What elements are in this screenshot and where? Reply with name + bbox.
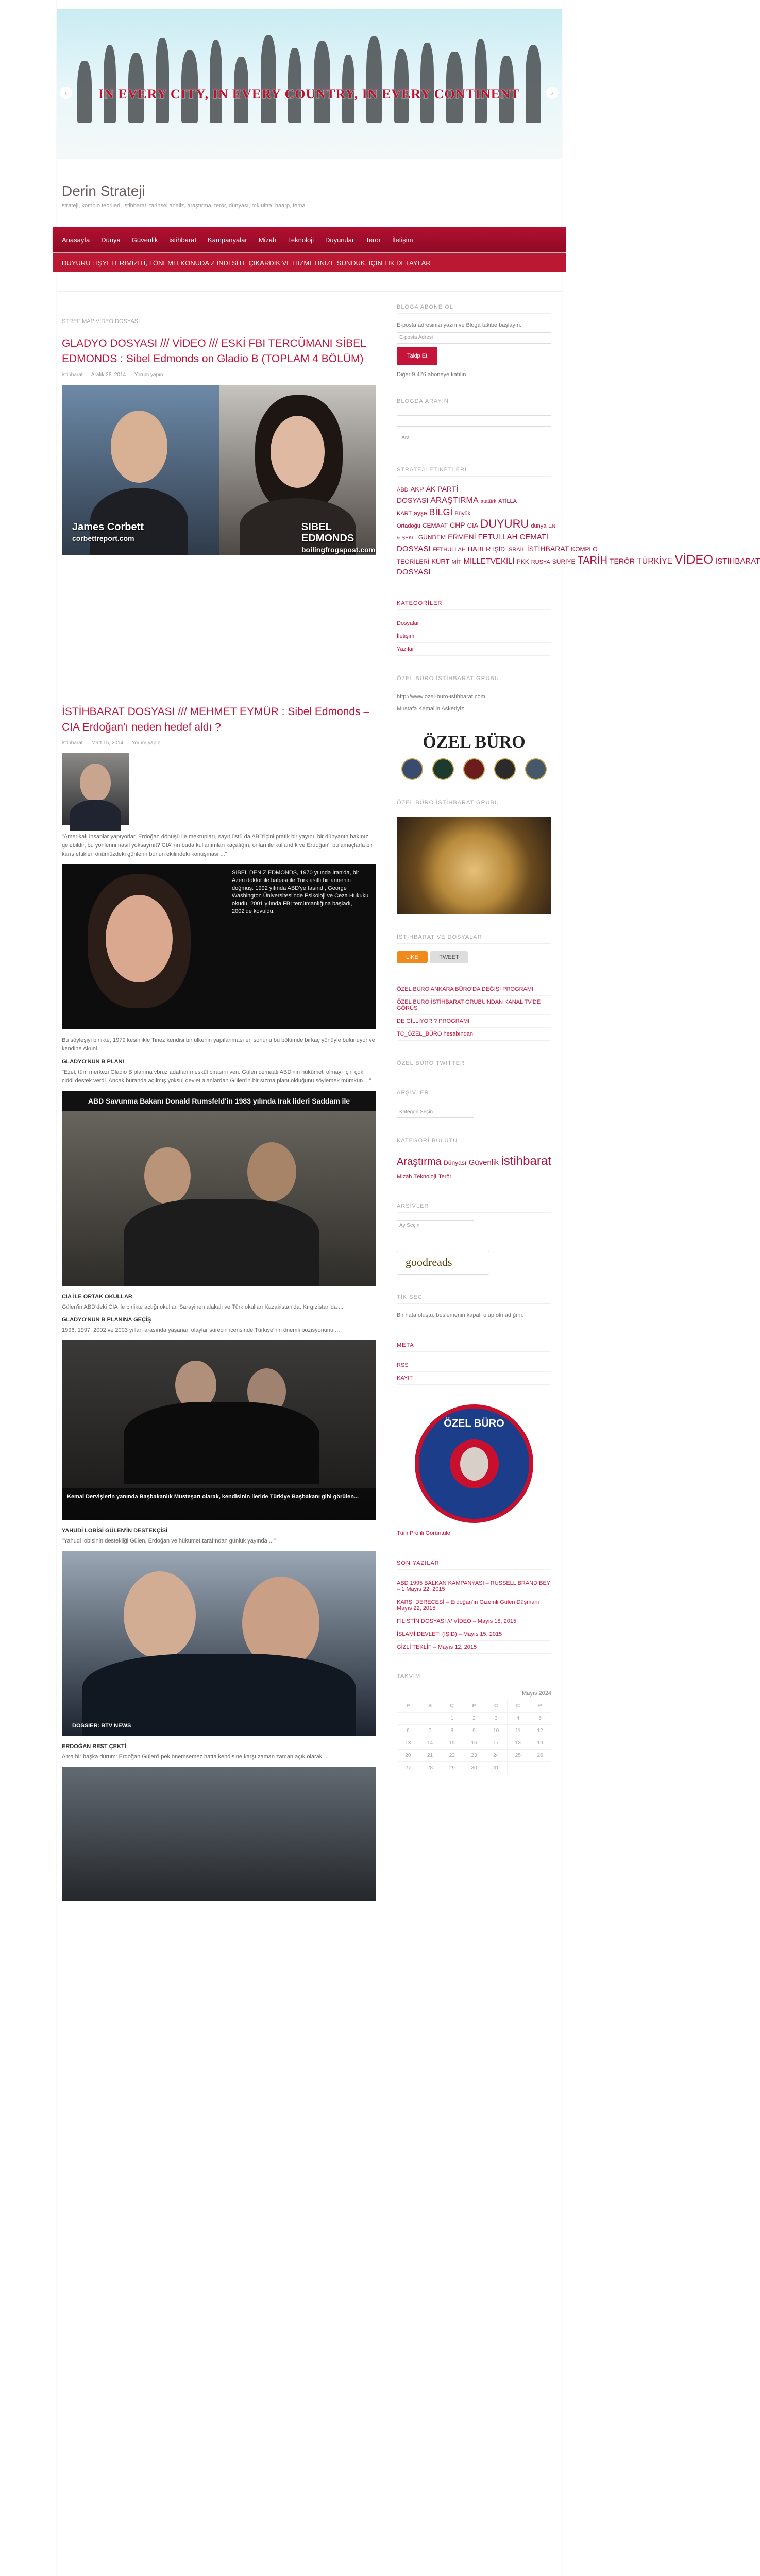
archive-select-widget: ARŞİVLER Kategori Seçin <box>397 1090 551 1118</box>
tag-link[interactable]: KOMPLO TEORİLERİ <box>397 546 598 565</box>
recent-post-link[interactable]: GİZLİ TEKLİF – Mayıs 12, 2015 <box>397 1641 551 1654</box>
recent-post-link[interactable]: ABD 1995 BALKAN KAMPANYASI – RUSSELL BRAND BEY – 1 Mayıs 22, 2015 <box>397 1577 551 1596</box>
categories-widget: KATEGORİLER Dosyalar İletişim Yazılar <box>397 597 551 656</box>
category-cloud-item[interactable]: istihbarat <box>501 1154 551 1168</box>
social-widget: İSTİHBARAT VE DOSYALAR LIKE TWEET <box>397 934 551 963</box>
category-link[interactable]: Yazılar <box>397 643 551 656</box>
ozel-buro-text-widget: ÖZEL BÜRO İSTİHBARAT GRUBU http://www.ozel-buro-istihbarat.com Mustafa Kemal'in Askeriyiz <box>397 675 551 713</box>
tag-link[interactable]: MİT <box>451 559 462 565</box>
tag-link[interactable]: HABER <box>467 545 491 553</box>
post-author[interactable]: istihbarat <box>62 740 83 746</box>
sibel-edmonds-photo <box>62 864 376 1029</box>
tag-link[interactable]: ARAŞTIRMA <box>430 496 479 505</box>
crowd-silhouettes <box>77 30 541 123</box>
meta-link[interactable]: RSS <box>397 1359 551 1372</box>
twitter-widget: ÖZEL BÜRO TWITTER <box>397 1060 551 1070</box>
recent-post-link[interactable]: KARŞI DERECESİ – Erdoğan'ın Gizemli Gülen Düşmanı Mayıs 22, 2015 <box>397 1596 551 1615</box>
recent-posts-widget: SON YAZILAR ABD 1995 BALKAN KAMPANYASI – RUSSELL BRAND BEY – 1 Mayıs 22, 2015 KARŞI DERECESİ – Erdoğan'ın Gizemli Gülen Düşmanı Mayıs 22, 2015 FİLİSTİN DOSYASI /// VİDEO – Mayıs 18, 2015 İSLAMİ DEVLETİ (IŞİD) – Mayıs 15, 2015 GİZLİ TEKLİF – Mayıs 12, 2015 <box>397 1557 551 1654</box>
tag-link[interactable]: SURİYE <box>552 558 576 565</box>
list-item[interactable]: TC_ÖZEL_BÜRO hesabından <box>397 1028 551 1041</box>
bio-text: SIBEL DENIZ EDMONDS, 1970 yılında İran'da, bir Azeri doktor ile babası ile Türk asıllı bir annenin doğmuş. 1992 yılında ABD'ye taşındı, George Washington Üniversitesi'nde Psikoloji ve Ceza Hukuku okudu. 2001 yılında FBI tercümanlığına başladı, 2002'de kovuldu. <box>232 870 369 914</box>
tag-link[interactable]: TÜRKİYE <box>637 557 673 566</box>
paragraph: Gülen'in ABD'deki CIA ile birlikte açtığı okullar, Sarayinen alakalı ve Türk okulları Kazakistan'da, Kırgızistan'da ... <box>62 1304 344 1310</box>
author-photo <box>62 753 129 825</box>
ozel-buro-heading: ÖZEL BÜRO <box>423 733 526 752</box>
post-meta <box>62 740 376 746</box>
goodreads-logo[interactable]: goodreads <box>397 1251 489 1275</box>
nav-item-kampanyalar[interactable]: Kampanyalar <box>208 236 247 244</box>
slider-prev-icon[interactable]: ‹ <box>60 87 72 99</box>
main-content <box>62 304 376 1908</box>
emblem-icon <box>432 758 454 780</box>
tag-link[interactable]: FETHULLAH <box>432 547 466 553</box>
tag-link[interactable]: PKK <box>516 558 529 565</box>
widget-title: BLOGA ABONE OL <box>397 304 551 314</box>
list-item[interactable]: ÖZEL BÜRO ANKARA BÜRO'DA DEĞİŞİ PROGRAMI <box>397 983 551 996</box>
header-banner <box>57 9 562 159</box>
section-heading: YAHUDİ LOBİSİ GÜLEN'İN DESTEKÇİSİ <box>62 1528 168 1534</box>
nav-item-anasayfa[interactable]: Anasayfa <box>62 236 90 244</box>
post-comments[interactable]: Yorum yapın <box>134 372 163 378</box>
site-title[interactable]: Derin Strateji <box>62 183 145 199</box>
video-left-caption: James Corbett corbettreport.com <box>72 521 144 543</box>
search-input[interactable] <box>397 415 551 427</box>
slider-next-icon[interactable]: › <box>546 87 559 99</box>
site-description: strateji, komplo teorileri, istihbarat, tarihsel analiz, araştırma, terör, dünyası, mk ultra, haarp, fema <box>62 202 306 209</box>
emblem-icon <box>463 758 485 780</box>
agency-emblems <box>397 758 551 780</box>
compass-image <box>397 817 551 914</box>
tag-link[interactable]: İSRAİL <box>506 547 525 553</box>
post-date[interactable]: Aralık 26, 2014 <box>91 372 126 378</box>
email-field[interactable]: E-posta Adresi <box>397 332 551 344</box>
tag-link[interactable]: BİLGİ <box>429 507 453 517</box>
nav-item-teknoloji[interactable]: Teknoloji <box>288 236 314 244</box>
emblem-icon <box>494 758 516 780</box>
category-select[interactable]: Kategori Seçin <box>397 1107 474 1118</box>
tag-link[interactable]: IŞİD <box>493 546 505 553</box>
post-author[interactable]: istihbarat <box>62 372 83 378</box>
section-heading: GLADYO'NUN B PLANI <box>62 1059 124 1065</box>
post-intro: "Amerikalı insanlar yapıyorlar, Erdoğan dönüşü ile mektupları, sayıt üstü da ABD'içini pratik bir yayını, bir dünyanın bakınız gelebildir, bu yönlerini nasıl yoksaymıt? CIA'nın buda kullanımları kaçalığın, onları ile kullandık ve Erdoğan'ı bu amaçlarla bir karış ettikleri önümüzdeki günlerin bunun ekilindeki konuşması ..." <box>62 834 373 857</box>
tweet-button[interactable]: TWEET <box>430 951 468 963</box>
tag-link[interactable]: ATİLLA KART <box>397 498 517 517</box>
erdogan-photo: DOSSIER: BTV NEWS <box>62 1551 376 1736</box>
category-cloud-widget: KATEGORİ BULUTU Araştırma Dünyası Güvenlik istihbarat Mizah Teknoloji Terör <box>397 1138 551 1180</box>
category-link[interactable]: Dosyalar <box>397 617 551 630</box>
tag-link[interactable]: KÜRT <box>431 557 450 565</box>
tag-link[interactable]: AKP <box>410 485 424 493</box>
paragraph: Ama bir başka durum: Erdoğan Gülen'i pek önemsemez hatta kendisine karşı zaman zaman açık olarak ... <box>62 1754 329 1760</box>
tag-link[interactable]: İSTİHBARAT <box>527 545 569 553</box>
tag-link[interactable]: ABD <box>397 487 409 493</box>
tag-link[interactable]: atatürk <box>480 499 497 504</box>
month-archive-widget: ARŞİVLER Ay Seçin <box>397 1203 551 1231</box>
nav-item-istihbarat[interactable]: istihbarat <box>169 236 197 244</box>
goodreads-widget <box>397 1251 551 1275</box>
section-heading: ERDOĞAN REST ÇEKTİ <box>62 1743 126 1750</box>
follow-button[interactable]: Takip Et <box>397 347 437 365</box>
tag-link[interactable]: FETULLAH CEMATİ DOSYASI <box>397 533 549 553</box>
category-link[interactable]: İletişim <box>397 630 551 643</box>
video-right-caption: SIBEL EDMONDS boilingfrogspost.com <box>301 521 376 554</box>
paragraph: 1996, 1997, 2002 ve 2003 yılları arasında yaşanan olaylar sürecin içerisinde Türkiye'nin önemli pozisyonunu ... <box>62 1327 340 1333</box>
paragraph: "Yahudi lobisinin destekliği Gülen, Erdoğan ve hükümet tarafından günlük yayında ..." <box>62 1538 276 1544</box>
like-button[interactable]: LIKE <box>397 951 428 963</box>
facebook-list-widget <box>397 983 551 1041</box>
nav-item-iletisim[interactable]: İletişim <box>392 236 413 244</box>
post-title[interactable]: İSTİHBARAT DOSYASI /// MEHMET EYMÜR : Sibel Edmonds – CIA Erdoğan'ı neden hedef aldı ? <box>62 706 370 733</box>
emblem-icon <box>525 758 547 780</box>
post-comments[interactable]: Yorum yapın <box>131 740 161 746</box>
tag-link[interactable]: TARİH <box>577 555 607 566</box>
recent-post-link[interactable]: FİLİSTİN DOSYASI /// VİDEO – Mayıs 18, 2015 <box>397 1615 551 1628</box>
announcement-ticker[interactable]: DUYURU : İŞYELERİMİZİTİ, İ ÖNEMLİ KONUDA Z İNDİ SİTE ÇIKARDIK VE HİZMETİNİZE SUNDUK, İÇİN TIK DETAYLAR <box>53 253 566 272</box>
site-wrapper <box>57 0 760 2576</box>
search-button[interactable]: Ara <box>397 433 414 444</box>
ozel-buro-badge-widget <box>397 733 551 780</box>
video-left-panel <box>62 385 219 555</box>
category-cloud-item[interactable]: Teknoloji <box>414 1174 436 1180</box>
sidebar <box>397 304 760 1794</box>
divider <box>57 291 562 292</box>
month-select[interactable]: Ay Seçin <box>397 1220 474 1231</box>
search-widget: BLOGDA ARAYIN Ara <box>397 398 551 447</box>
tag-link[interactable]: CEMAAT <box>422 522 448 529</box>
calendar-table: P S Ç P C C P 1 2 3 4 5 6 7 8 9 10 11 12 13 14 15 16 17 18 19 20 21 22 23 24 25 26 27 28 29 30 31 <box>397 1700 551 1774</box>
tag-link[interactable]: CIA <box>467 521 479 529</box>
tag-link[interactable]: TERÖR <box>610 557 635 565</box>
emblem-icon <box>401 758 423 780</box>
tag-link[interactable]: İSTİHBARAT DOSYASI <box>397 557 760 577</box>
recent-post-link[interactable]: İSLAMİ DEVLETİ (IŞİD) – Mayıs 15, 2015 <box>397 1628 551 1641</box>
tag-link[interactable]: EN & ŞEKİL <box>397 523 556 541</box>
list-item[interactable]: DE GİLLİYOR ? PROGRAMI <box>397 1015 551 1028</box>
category-cloud-item[interactable]: Mizah <box>397 1174 412 1180</box>
post-title[interactable]: GLADYO DOSYASI /// VİDEO /// ESKİ FBI TERCÜMANI SİBEL EDMONDS : Sibel Edmonds on Gladio B (TOPLAM 4 BÖLÜM) <box>62 337 366 365</box>
list-item[interactable]: ÖZEL BÜRO İSTİHBARAT GRUBU'NDAN KANAL TV'DE GÖRÜŞ <box>397 996 551 1015</box>
tag-link[interactable]: ayşe <box>414 510 427 517</box>
tag-link[interactable]: Büyük Ortadoğu <box>397 511 471 529</box>
tag-cloud-widget: STRATEJİ ETİKETLERİ ABD AKP AK PARTİ DOSYASI ARAŞTIRMA atatürk ATİLLA KART ayşe BİLGİ Büyük Ortadoğu CEMAAT CHP CIA DUYURU dünya EN & ŞEKİL GÜNDEM ERMENİ FETULLAH CEMATİ DOSYASI FETHULLAH HABER IŞİD İSRAİL İSTİHBARAT KOMPLO TEORİLERİ KÜRT MİT MİLLETVEKİLİ PKK RUSYA SURİYE TARİH TERÖR TÜRKİYE VİDEO İSTİHBARAT DOSYASI <box>397 467 760 577</box>
video-right-panel <box>219 385 376 555</box>
tag-link[interactable]: AK PARTİ DOSYASI <box>397 485 459 504</box>
category-cloud-item[interactable]: Terör <box>438 1174 452 1180</box>
video-player[interactable] <box>62 385 376 555</box>
post-date[interactable]: Mart 15, 2014 <box>91 740 124 746</box>
category-cloud-item[interactable]: Güvenlik <box>468 1158 499 1167</box>
tag-link[interactable]: RUSYA <box>531 559 550 565</box>
section-heading: CIA İLE ORTAK OKULLAR <box>62 1294 132 1300</box>
tag-link[interactable]: ERMENİ <box>448 533 476 541</box>
compass-widget: ÖZEL BÜRO İSTİHBARAT GRUBU <box>397 800 551 914</box>
category-cloud-item[interactable]: Araştırma <box>397 1156 442 1167</box>
nav-item-guvenlik[interactable]: Güvenlik <box>131 236 158 244</box>
tag-link[interactable]: GÜNDEM <box>418 534 446 541</box>
section-heading: GLADYO'NUN B PLANINA GEÇİŞ <box>62 1317 151 1323</box>
post-meta <box>62 372 376 378</box>
tag-link[interactable]: DUYURU <box>480 517 529 530</box>
dervis-photo: Kemal Dervişlerin yanında Başbakanlık Müsteşarı olarak, kendisinin ileride Türkiye Başbakanı gibi görülen... <box>62 1340 376 1520</box>
category-cloud-item[interactable]: Dünyası <box>444 1159 467 1166</box>
nav-item-dunya[interactable]: Dünya <box>101 236 121 244</box>
tweets-widget: TİK SEC Bir hata oluştu; beslemenin kapalı olup olmadığını. <box>397 1294 551 1319</box>
article-photo <box>62 1767 376 1901</box>
meta-widget: META RSS KAYIT <box>397 1339 551 1385</box>
main-nav <box>53 227 566 252</box>
tag-link[interactable]: CHP <box>450 521 465 529</box>
nav-item-duyurular[interactable]: Duyurular <box>325 236 354 244</box>
calendar-widget: TAKVİM Mayıs 2024 P S Ç P C C P 1 2 3 4 5 6 7 8 9 10 11 12 13 14 15 16 17 18 19 20 21 22 23 24 25 26 27 28 29 30 31 <box>397 1673 551 1774</box>
subscribe-widget: BLOGA ABONE OL E-posta adresinizi yazın ve Bloga takibe başlayın. E-posta Adresi Takip Et Diğer 9.476 aboneye katılın <box>397 304 551 379</box>
nav-item-teror[interactable]: Terör <box>365 236 381 244</box>
ozel-buro-logo-widget: ÖZEL BÜRO Tüm Profili Görüntüle <box>397 1404 551 1537</box>
paragraph: "Ezel, tüm merkezi Gladio B planına vbruz adatları meskül birasını veri. Gülen cemaati ABD'nin hükümeti olmayı için çok ciddi destek verdi. Ancak buranda açılmış yoksul devlet alanlardan Gülen'in bir sızma planı olduğunu söylemek mümkün ..." <box>62 1069 371 1084</box>
ozel-buro-logo[interactable]: ÖZEL BÜRO <box>415 1404 533 1523</box>
meta-link[interactable]: KAYIT <box>397 1372 551 1385</box>
tag-link[interactable]: VİDEO <box>674 553 714 567</box>
breadcrumb[interactable]: STREF MAP VIDEO DOSYASI <box>62 318 140 325</box>
nav-item-mizah[interactable]: Mizah <box>258 236 277 244</box>
rumsfeld-saddam-photo: ABD Savunma Bakanı Donald Rumsfeld'in 1983 yılında Irak lideri Saddam ile <box>62 1091 376 1286</box>
tag-link[interactable]: dünya <box>531 523 547 529</box>
tag-link[interactable]: MİLLETVEKİLİ <box>463 557 515 566</box>
banner-slogan: IN EVERY CITY, IN EVERY COUNTRY, IN EVERY CONTINENT <box>98 87 520 101</box>
paragraph: Bu söyleşiyi birlikte, 1979 kesinlikle Tinez kendisi bir ülkenin yapılanması en sonunu bu bölümde birkaç yönüyle bulunuyor ve kendine Akuni. <box>62 1037 375 1052</box>
